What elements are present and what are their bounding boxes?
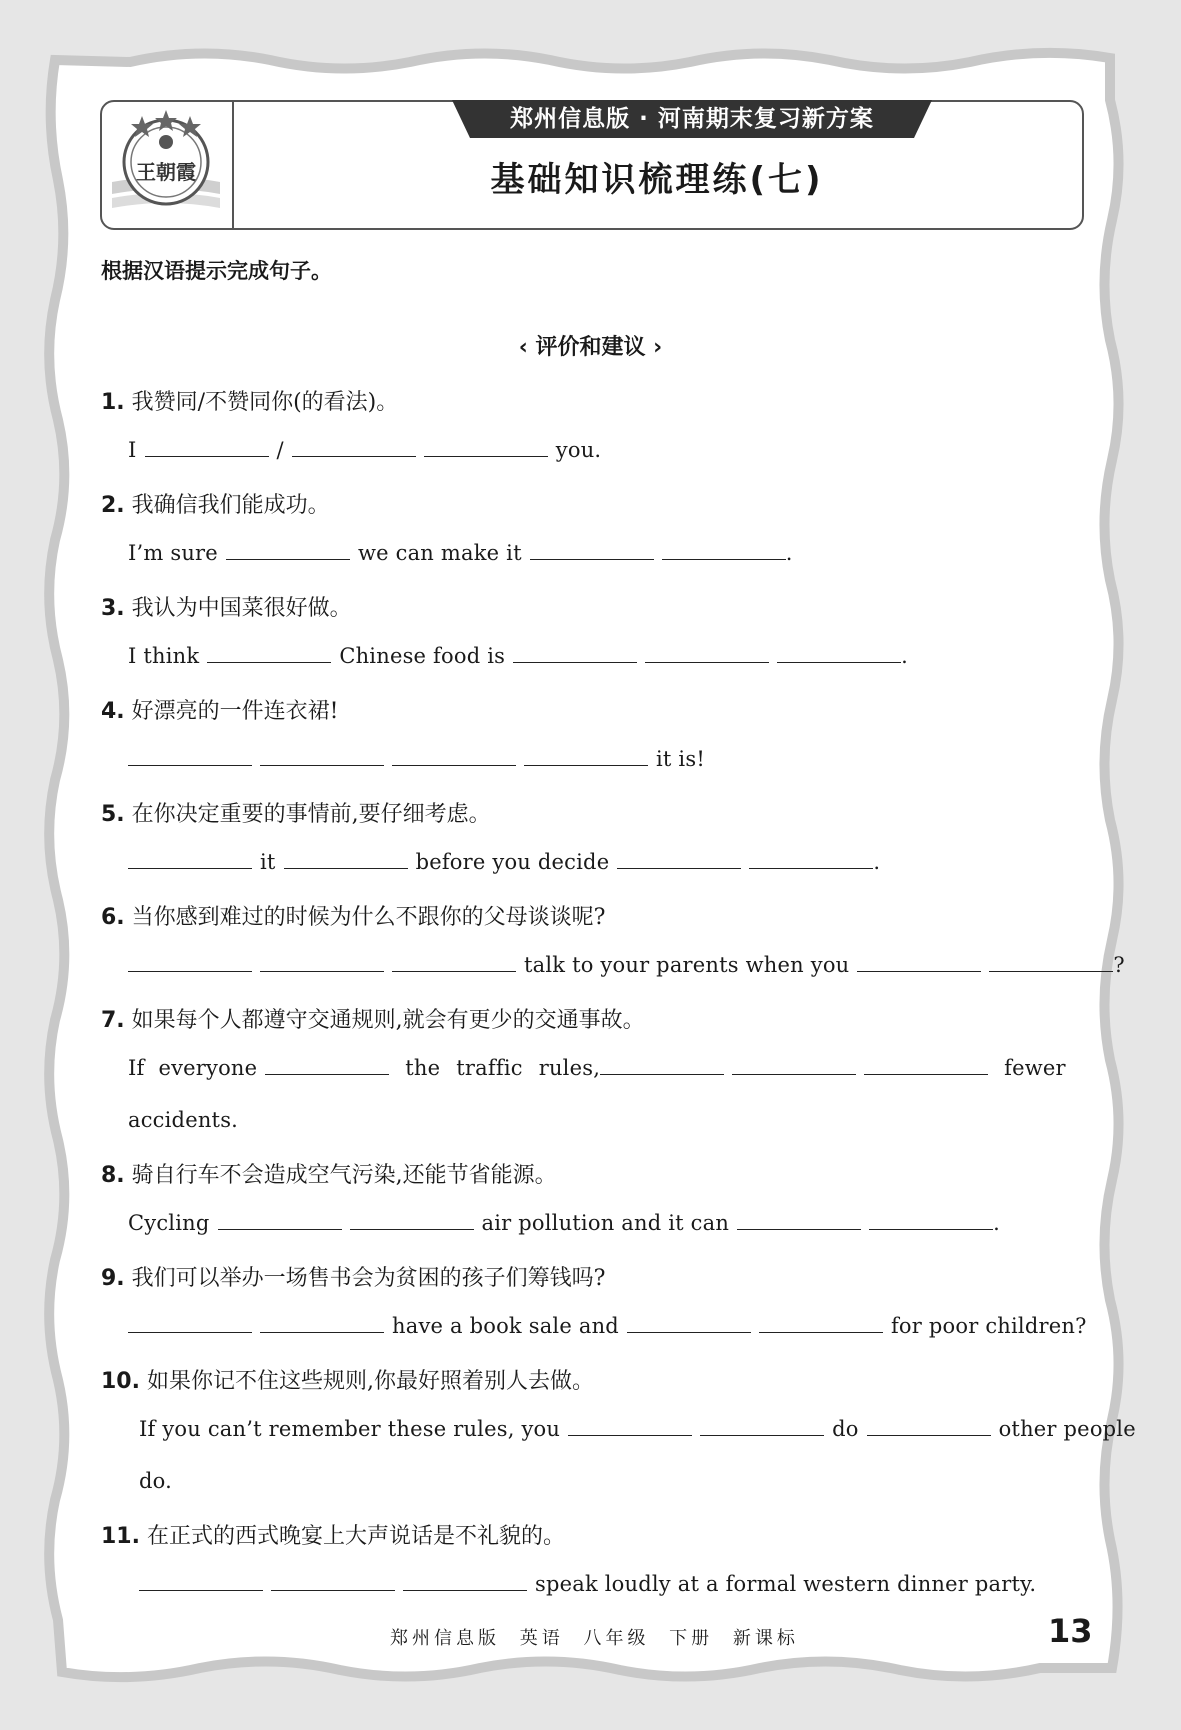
page-title: 基础知识梳理练(七) [490,160,824,200]
answer-1 [128,438,601,462]
question-number: 7. [101,1008,125,1033]
answer-10 [139,1417,1136,1441]
question-chinese: 我认为中国菜很好做。 [131,596,352,621]
answer-blank[interactable] [662,541,786,560]
answer-7 [128,1056,1066,1080]
answer-text: it is! [656,747,705,771]
answer-blank[interactable] [867,1417,991,1436]
answer-text: If you can’t remember these rules, you [139,1417,561,1441]
question-2 [101,488,330,519]
banner-text: 郑州信息版 · 河南期末复习新方案 [510,106,874,132]
question-11 [101,1519,565,1550]
answer-text: . [873,850,881,874]
question-chinese: 我赞同/不赞同你(的看法)。 [131,390,399,415]
question-number: 10. [101,1369,140,1394]
question-chinese: 骑自行车不会造成空气污染,还能节省能源。 [131,1163,557,1188]
answer-blank[interactable] [284,850,408,869]
answer-text: fewer [1004,1056,1066,1080]
answer-blank[interactable] [260,1314,384,1333]
instruction: 根据汉语提示完成句子。 [101,259,332,283]
answer-blank[interactable] [530,541,654,560]
question-9 [101,1261,605,1292]
banner [452,100,932,140]
answer-blank[interactable] [749,850,873,869]
answer-blank[interactable] [989,953,1113,972]
question-number: 5. [101,802,125,827]
answer-text: traffic [456,1056,523,1080]
answer-blank[interactable] [128,850,252,869]
question-4 [101,694,339,725]
answer-4 [128,747,705,771]
footer-text: 郑州信息版 英语 八年级 下册 新课标 [390,1628,799,1649]
answer-blank[interactable] [617,850,741,869]
answer-2 [128,541,793,565]
answer-blank[interactable] [139,1572,263,1591]
answer-text: for poor children? [890,1314,1087,1338]
answer-text: . [785,541,793,565]
answer-3 [128,644,908,668]
question-chinese: 在你决定重要的事情前,要仔细考虑。 [131,802,491,827]
question-number: 2. [101,493,125,518]
question-number: 8. [101,1163,125,1188]
answer-7-continued [128,1108,238,1132]
answer-text: the [405,1056,441,1080]
question-chinese: 当你感到难过的时候为什么不跟你的父母谈谈呢? [131,905,606,930]
answer-text: it [260,850,276,874]
answer-blank[interactable] [392,953,516,972]
logo-text: 王朝霞 [136,160,196,184]
question-3 [101,591,352,622]
answer-blank[interactable] [128,1314,252,1333]
answer-blank[interactable] [128,953,252,972]
answer-blank[interactable] [737,1211,861,1230]
answer-text: I think [128,644,200,668]
answer-blank[interactable] [568,1417,692,1436]
answer-blank[interactable] [700,1417,824,1436]
header-box [100,100,1084,230]
question-number: 9. [101,1266,125,1291]
question-6 [101,900,605,931]
answer-blank[interactable] [524,747,648,766]
question-number: 6. [101,905,125,930]
answer-text: air pollution and it can [481,1211,730,1235]
answer-blank[interactable] [600,1056,724,1075]
answer-blank[interactable] [260,953,384,972]
answer-blank[interactable] [128,747,252,766]
answer-text: everyone [158,1056,258,1080]
question-number: 1. [101,390,125,415]
page-number: 13 [1048,1612,1093,1650]
answer-text: ? [1113,953,1125,977]
question-1 [101,385,398,416]
answer-blank[interactable] [260,747,384,766]
question-chinese: 在正式的西式晚宴上大声说话是不礼貌的。 [146,1524,565,1549]
answer-blank[interactable] [265,1056,389,1075]
answer-blank[interactable] [207,644,331,663]
answer-text: accidents. [128,1108,239,1132]
answer-blank[interactable] [759,1314,883,1333]
answer-11 [139,1572,1036,1596]
answer-text: . [901,644,909,668]
question-number: 4. [101,699,125,724]
answer-9 [128,1314,1087,1338]
answer-blank[interactable] [145,438,269,457]
answer-text: have a book sale and [392,1314,619,1338]
question-chinese: 我们可以举办一场售书会为贫困的孩子们筹钱吗? [131,1266,606,1291]
answer-text: Cycling [128,1211,210,1235]
answer-text: before you decide [415,850,610,874]
answer-blank[interactable] [513,644,637,663]
publisher-logo [102,102,234,228]
answer-blank[interactable] [392,747,516,766]
answer-text: / [276,438,284,462]
answer-blank[interactable] [864,1056,988,1075]
answer-blank[interactable] [424,438,548,457]
answer-8 [128,1211,1000,1235]
answer-text: If [128,1056,145,1080]
answer-text: I’m sure [128,541,218,565]
answer-text: you. [555,438,602,462]
answer-blank[interactable] [869,1211,993,1230]
answer-text: we can make it [357,541,522,565]
answer-text: I [128,438,137,462]
answer-blank[interactable] [857,953,981,972]
section-title: ‹ 评价和建议 › [518,335,663,360]
question-chinese: 我确信我们能成功。 [131,493,330,518]
answer-blank[interactable] [218,1211,342,1230]
answer-blank[interactable] [271,1572,395,1591]
question-number: 3. [101,596,125,621]
answer-text: other people [998,1417,1136,1441]
answer-blank[interactable] [732,1056,856,1075]
question-chinese: 好漂亮的一件连衣裙! [131,699,339,724]
question-5 [101,797,491,828]
answer-text: Chinese food is [339,644,506,668]
answer-text: rules, [538,1056,601,1080]
question-number: 11. [101,1524,140,1549]
question-chinese: 如果你记不住这些规则,你最好照着别人去做。 [146,1369,594,1394]
answer-blank[interactable] [403,1572,527,1591]
question-chinese: 如果每个人都遵守交通规则,就会有更少的交通事故。 [131,1008,645,1033]
answer-text: talk to your parents when you [524,953,850,977]
answer-blank[interactable] [226,541,350,560]
answer-10-continued [139,1469,172,1493]
answer-text: do [832,1417,859,1441]
answer-text: . [993,1211,1000,1235]
question-10 [101,1364,594,1395]
answer-blank[interactable] [292,438,416,457]
answer-text: do. [139,1469,172,1493]
answer-blank[interactable] [627,1314,751,1333]
answer-6 [128,953,1125,977]
answer-blank[interactable] [350,1211,474,1230]
answer-blank[interactable] [777,644,901,663]
answer-blank[interactable] [645,644,769,663]
question-8 [101,1158,557,1189]
answer-5 [128,850,880,874]
question-7 [101,1003,645,1034]
answer-text: speak loudly at a formal western dinner party. [535,1572,1037,1596]
